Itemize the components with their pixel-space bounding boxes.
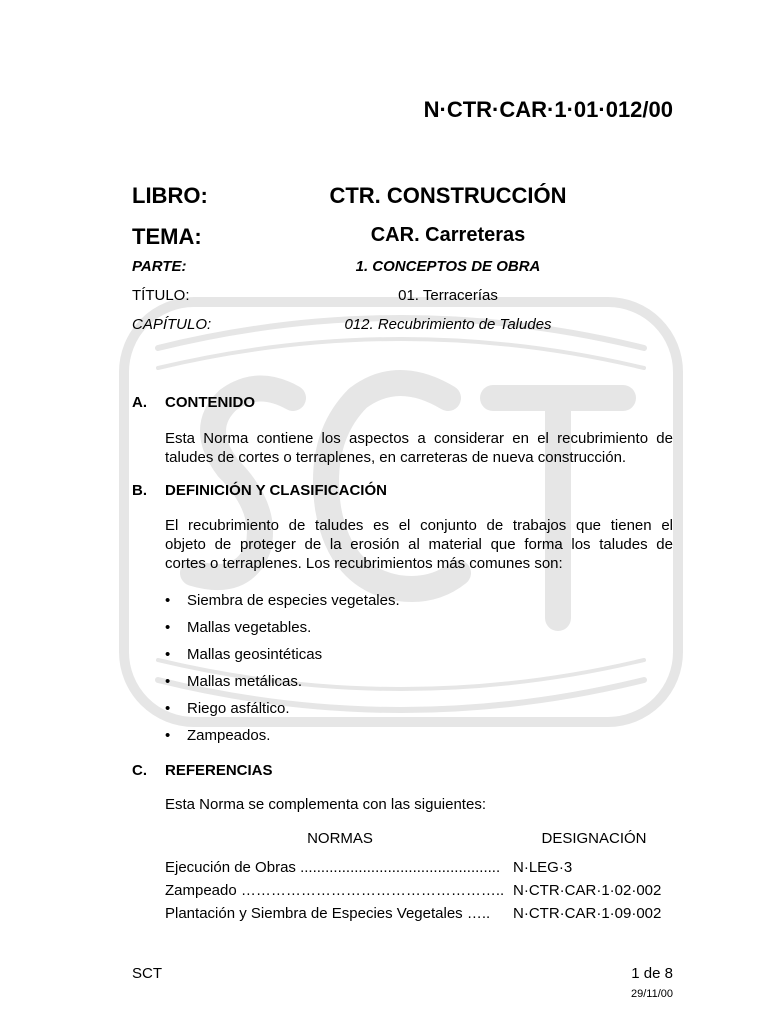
list-item-text: Mallas metálicas. <box>187 673 303 690</box>
normas-column-header: NORMAS <box>307 830 373 847</box>
section-c-intro: Esta Norma se complementa con las siguientes: <box>165 796 486 813</box>
section-b-paragraph <box>165 516 673 573</box>
parte-value: 1. CONCEPTOS DE OBRA <box>355 258 541 275</box>
reference-name: Ejecución de Obras ................................................ <box>165 859 501 876</box>
bullet-icon: • <box>165 619 171 636</box>
list-item-text: Siembra de especies vegetales. <box>187 592 400 609</box>
list-item <box>165 727 400 754</box>
capitulo-label: CAPÍTULO: <box>132 316 212 333</box>
section-a-line: Esta Norma contiene los aspectos a considerar en el recubrimiento de <box>165 430 673 447</box>
reference-code: N·CTR·CAR·1·02·002 <box>513 882 662 899</box>
reference-row <box>165 905 661 922</box>
list-item-text: Riego asfáltico. <box>187 700 290 717</box>
section-b-title: DEFINICIÓN Y CLASIFICACIÓN <box>165 482 387 499</box>
reference-name: Plantación y Siembra de Especies Vegetales ….. <box>165 905 491 922</box>
designacion-column-header: DESIGNACIÓN <box>541 830 647 847</box>
section-a-line: taludes de cortes o terraplenes, en carreteras de nueva construcción. <box>165 449 627 466</box>
section-c-letter: C. <box>132 762 147 779</box>
bullet-icon: • <box>165 592 171 609</box>
list-item-text: Mallas geosintéticas <box>187 646 323 663</box>
section-a-letter: A. <box>132 394 147 411</box>
reference-code: N·LEG·3 <box>513 859 573 876</box>
list-item <box>165 592 400 619</box>
bullet-icon: • <box>165 727 171 744</box>
section-b-line: El recubrimiento de taludes es el conjunto de trabajos que tienen el <box>165 517 673 534</box>
section-b-line: cortes o terraplenes. Los recubrimientos más comunes son: <box>165 555 563 572</box>
document-code: N·CTR·CAR·1·01·012/00 <box>423 97 673 122</box>
list-item <box>165 700 400 727</box>
footer-date: 29/11/00 <box>630 988 673 1000</box>
bullet-icon: • <box>165 673 171 690</box>
tema-value: CAR. Carreteras <box>370 224 526 246</box>
titulo-label: TÍTULO: <box>132 287 190 304</box>
libro-value: CTR. CONSTRUCCIÓN <box>329 183 567 208</box>
section-c-title: REFERENCIAS <box>165 762 273 779</box>
section-a-title: CONTENIDO <box>165 394 255 411</box>
list-item-text: Mallas vegetables. <box>187 619 312 636</box>
list-item <box>165 673 400 700</box>
bullet-icon: • <box>165 646 171 663</box>
recubrimientos-list <box>165 592 400 754</box>
titulo-value: 01. Terracerías <box>398 287 498 304</box>
section-a-paragraph <box>165 429 673 467</box>
list-item <box>165 646 400 673</box>
reference-code: N·CTR·CAR·1·09·002 <box>513 905 662 922</box>
list-item <box>165 619 400 646</box>
libro-label: LIBRO: <box>132 183 208 208</box>
reference-row <box>165 882 661 899</box>
footer-organization: SCT <box>132 965 162 982</box>
list-item-text: Zampeados. <box>187 727 271 744</box>
bullet-icon: • <box>165 700 171 717</box>
capitulo-value: 012. Recubrimiento de Taludes <box>344 316 552 333</box>
parte-label: PARTE: <box>132 258 187 275</box>
section-b-line: objeto de proteger de la erosión al material que forma los taludes de <box>165 536 673 553</box>
tema-label: TEMA: <box>132 224 202 249</box>
page-number: 1 de 8 <box>631 965 673 982</box>
section-b-letter: B. <box>132 482 147 499</box>
reference-name: Zampeado …………………………………………….. <box>165 882 505 899</box>
reference-row <box>165 859 572 876</box>
